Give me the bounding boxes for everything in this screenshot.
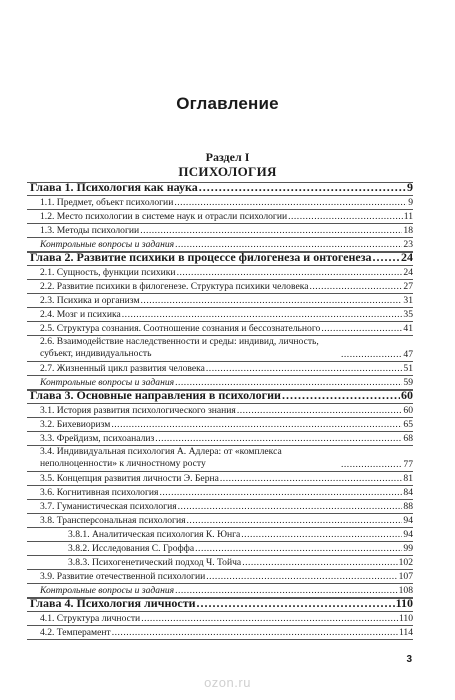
dot-leader [112, 627, 398, 638]
toc-chapter-row[interactable] [27, 390, 413, 404]
toc-page-number: 47 [403, 349, 413, 360]
toc-page-number: 23 [403, 239, 413, 250]
toc-entry-title: 1.1. Предмет, объект психологии [40, 197, 174, 208]
dot-leader [242, 557, 397, 568]
toc-entry-title: Контрольные вопросы и задания [40, 239, 175, 250]
toc-entry-row[interactable] [27, 266, 413, 280]
toc-entry-title: Глава 1. Психология как наука [30, 180, 198, 194]
toc-entry-title: 2.2. Развитие психики в филогенезе. Структура психики человека [40, 281, 309, 292]
section-name: ПСИХОЛОГИЯ [178, 164, 277, 179]
toc-entry-row[interactable] [27, 210, 413, 224]
dot-leader [241, 529, 402, 540]
toc-entry-row[interactable] [27, 418, 413, 432]
toc-entry-row[interactable] [27, 280, 413, 294]
toc-page-number: 110 [398, 613, 413, 624]
toc-entry-row[interactable] [27, 500, 413, 514]
toc-entry-title: 1.3. Методы психологии [40, 225, 140, 236]
toc-entry-row[interactable] [27, 556, 413, 570]
toc-page-number: 99 [403, 543, 413, 554]
dot-leader [175, 377, 402, 388]
section-label: Раздел I [205, 150, 250, 164]
toc-entry-row[interactable] [27, 570, 413, 584]
toc-page-number: 18 [403, 225, 413, 236]
toc-entry-title: 2.3. Психика и организм [40, 295, 140, 306]
toc-page-number: 31 [403, 295, 413, 306]
toc-page-number: 59 [403, 377, 413, 388]
toc-entry-row[interactable] [27, 542, 413, 556]
toc-page-number: 108 [398, 585, 413, 596]
toc-page-number: 60 [403, 405, 413, 416]
toc-entry-row[interactable] [27, 336, 413, 362]
dot-leader [175, 239, 402, 250]
toc-page-number: 68 [403, 433, 413, 444]
toc-page-number: 94 [403, 529, 413, 540]
toc-entry-title: 3.8. Трансперсональная психология [40, 515, 186, 526]
dot-leader [288, 211, 403, 222]
toc-entry-row[interactable] [27, 472, 413, 486]
toc-entry-title: 4.2. Темперамент [40, 627, 111, 638]
toc-page-number: 24 [401, 250, 413, 264]
toc-entry-title: Контрольные вопросы и задания [40, 377, 175, 388]
toc-page-number: 102 [398, 557, 413, 568]
toc-entry-row[interactable] [27, 404, 413, 418]
toc-entry-row[interactable] [27, 224, 413, 238]
toc-entry-row[interactable] [27, 514, 413, 528]
toc-entry-title: 3.2. Бихевиоризм [40, 419, 111, 430]
page-number: 3 [406, 654, 412, 665]
dot-leader [174, 197, 407, 208]
toc-entry-title: Глава 2. Развитие психики в процессе филогенеза и онтогенеза [30, 250, 372, 264]
toc-page-number: 81 [403, 473, 413, 484]
toc-page-number: 110 [395, 596, 413, 610]
toc-page-number: 60 [401, 388, 413, 402]
toc-entry-title: 3.4. Индивидуальная психология А. Адлера: от «комплекса неполноценности» к личностному росту [40, 446, 282, 469]
table-of-contents [27, 182, 413, 640]
toc-entry-title: 3.9. Развитие отечественной психологии [40, 571, 206, 582]
toc-page-number: 24 [403, 267, 413, 278]
toc-entry-title: Контрольные вопросы и задания [40, 585, 175, 596]
toc-entry-row[interactable] [27, 612, 413, 626]
toc-entry-title: 3.8.2. Исследования С. Гроффа [68, 543, 195, 554]
toc-page-number: 65 [403, 419, 413, 430]
toc-entry-title: 2.4. Мозг и психика [40, 309, 121, 320]
toc-entry-title: 3.5. Концепция развития личности Э. Берна [40, 473, 219, 484]
toc-entry-title: 3.1. История развития психологического знания [40, 405, 236, 416]
toc-page-number: 84 [403, 487, 413, 498]
dot-leader [178, 501, 403, 512]
toc-page-number: 41 [403, 323, 413, 334]
toc-chapter-row[interactable] [27, 182, 413, 196]
dot-leader [141, 613, 398, 624]
dot-leader [341, 349, 402, 360]
watermark: ozon.ru [204, 675, 251, 690]
toc-page-number: 88 [403, 501, 413, 512]
dot-leader [206, 363, 403, 374]
toc-entry-row[interactable] [27, 626, 413, 640]
toc-entry-title: 1.2. Место психологии в системе наук и отрасли психологии [40, 211, 288, 222]
toc-chapter-row[interactable] [27, 598, 413, 612]
toc-entry-row[interactable] [27, 322, 413, 336]
dot-leader [141, 295, 403, 306]
toc-entry-title: Глава 4. Психология личности [30, 596, 196, 610]
toc-page-number: 114 [398, 627, 413, 638]
toc-entry-row[interactable] [27, 486, 413, 500]
toc-entry-title: Глава 3. Основные направления в психологии [30, 388, 281, 402]
dot-leader [155, 433, 402, 444]
toc-page-number: 77 [403, 459, 413, 470]
toc-entry-row[interactable] [27, 432, 413, 446]
dot-leader [197, 596, 395, 611]
toc-entry-title: 3.7. Гуманистическая психология [40, 501, 177, 512]
dot-leader [282, 388, 400, 403]
toc-page-number: 51 [403, 363, 413, 374]
toc-entry-title: 3.8.3. Психогенетический подход Ч. Тойча [68, 557, 242, 568]
toc-page-number: 9 [407, 180, 413, 194]
toc-entry-title: 2.6. Взаимодействие наследственности и среды: индивид, личность, субъект, индивидуальность [40, 336, 319, 359]
toc-page-number: 11 [403, 211, 413, 222]
toc-entry-title: 2.5. Структура сознания. Соотношение сознания и бессознательного [40, 323, 321, 334]
dot-leader [140, 225, 402, 236]
dot-leader [187, 515, 403, 526]
toc-page-number: 107 [398, 571, 413, 582]
toc-entry-title: 3.6. Когнитивная психология [40, 487, 159, 498]
dot-leader [177, 267, 403, 278]
toc-entry-title: 4.1. Структура личности [40, 613, 141, 624]
dot-leader [175, 585, 398, 596]
dot-leader [237, 405, 403, 416]
toc-entry-title: 3.3. Фрейдизм, психоанализ [40, 433, 155, 444]
toc-page-number: 35 [403, 309, 413, 320]
toc-entry-row[interactable] [27, 446, 413, 472]
toc-page-number: 27 [403, 281, 413, 292]
dot-leader [195, 543, 402, 554]
toc-page-number: 9 [408, 197, 413, 208]
toc-entry-title: 2.1. Сущность, функции психики [40, 267, 176, 278]
toc-entry-row[interactable] [27, 362, 413, 376]
dot-leader [111, 419, 402, 430]
toc-chapter-row[interactable] [27, 252, 413, 266]
dot-leader [220, 473, 403, 484]
dot-leader [122, 309, 403, 320]
dot-leader [309, 281, 402, 292]
dot-leader [159, 487, 402, 498]
dot-leader [321, 323, 402, 334]
page-title: Оглавление [176, 94, 279, 113]
dot-leader [373, 250, 400, 265]
toc-entry-row[interactable] [27, 528, 413, 542]
toc-page-number: 94 [403, 515, 413, 526]
toc-entry-title: 2.7. Жизненный цикл развития человека [40, 363, 205, 374]
toc-entry-title: 3.8.1. Аналитическая психология К. Юнга [68, 529, 241, 540]
toc-entry-row[interactable] [27, 294, 413, 308]
toc-entry-row[interactable] [27, 308, 413, 322]
dot-leader [206, 571, 397, 582]
dot-leader [341, 459, 402, 470]
toc-entry-row[interactable] [27, 196, 413, 210]
dot-leader [199, 180, 406, 195]
